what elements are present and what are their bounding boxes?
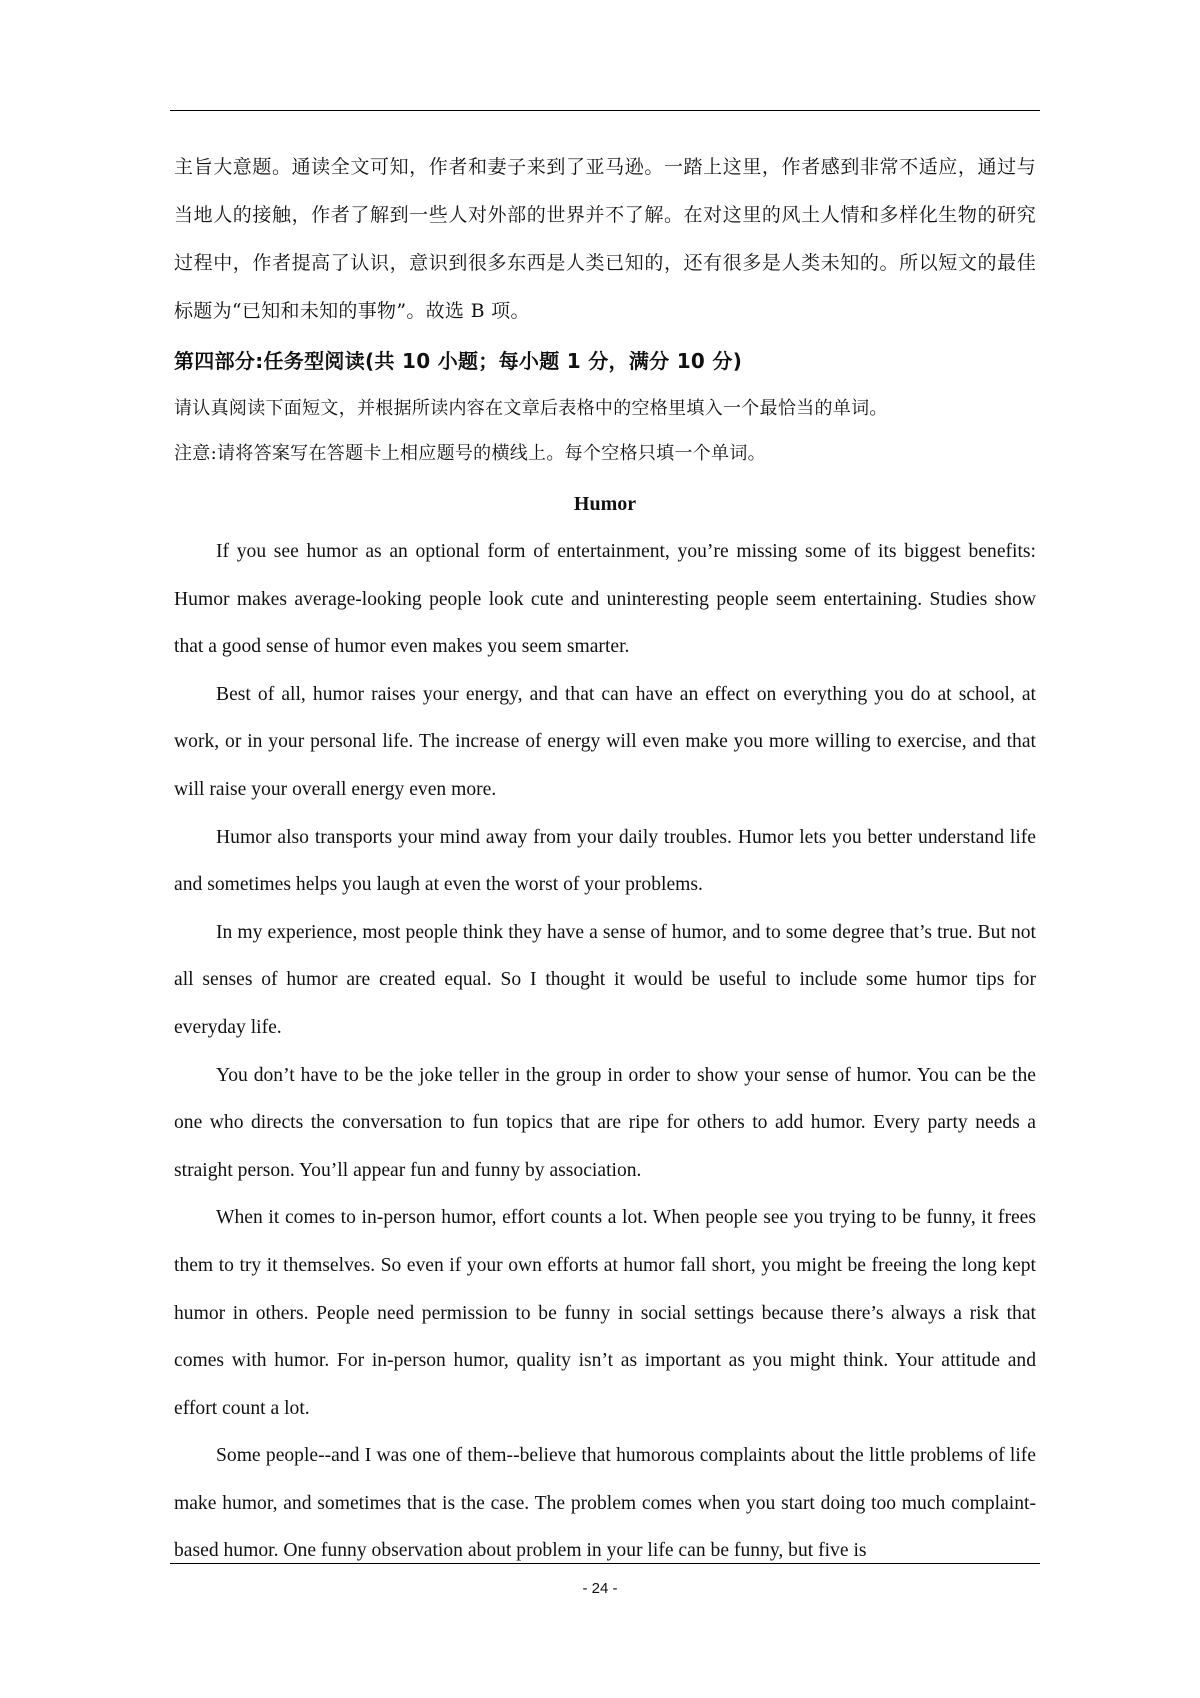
article-title: Humor xyxy=(573,493,637,515)
article-paragraph: When it comes to in-person humor, effort counts a lot. When people see you trying to be funny, it frees them to try it themselves. So even if your own efforts at humor fall short, you might be freeing the long kept humor in others. People need permission to be funny in social settings because there’s always a risk that comes with humor. For in-person humor, quality isn’t as important as you might think. Your attitude and effort count a lot. xyxy=(174,1207,1036,1419)
section-instruction: 请认真阅读下面短文，并根据所读内容在文章后表格中的空格里填入一个最恰当的单词。 xyxy=(174,398,888,419)
page-number: - 24 - xyxy=(582,1580,618,1597)
header-rule xyxy=(170,110,1040,111)
footer-rule xyxy=(170,1563,1040,1564)
article-paragraph: In my experience, most people think they have a sense of humor, and to some degree that’s true. But not all senses of humor are created equal. So I thought it would be useful to include some humor tips for everyday life. xyxy=(174,921,1036,1038)
article-paragraph: Humor also transports your mind away from your daily troubles. Humor lets you better understand life and sometimes helps you laugh at even the worst of your problems. xyxy=(174,826,1036,896)
article-body xyxy=(174,528,1036,1575)
section-heading: 第四部分:任务型阅读(共 10 小题；每小题 1 分，满分 10 分) xyxy=(174,349,743,373)
section-note: 注意:请将答案写在答题卡上相应题号的横线上。每个空格只填一个单词。 xyxy=(174,443,766,464)
article-paragraph: Some people--and I was one of them--believe that humorous complaints about the little problems of life make humor, and sometimes that is the case. The problem comes when you start doing too much complaint-based humor. One funny observation about problem in your life can be funny, but five is xyxy=(174,1445,1036,1562)
article-paragraph: You don’t have to be the joke teller in the group in order to show your sense of humor. You can be the one who directs the conversation to fun topics that are ripe for others to add humor. Every party needs a straight person. You’ll appear fun and funny by association. xyxy=(174,1064,1036,1181)
answer-explanation: 主旨大意题。通读全文可知，作者和妻子来到了亚马逊。一踏上这里，作者感到非常不适应，通过与当地人的接触，作者了解到一些人对外部的世界并不了解。在对这里的风土人情和多样化生物的研究过程中，作者提高了认识，意识到很多东西是人类已知的，还有很多是人类未知的。所以短文的最佳标题为“已知和未知的事物”。故选 B 项。 xyxy=(174,156,1036,322)
article-paragraph: If you see humor as an optional form of entertainment, you’re missing some of its biggest benefits: Humor makes average-looking people look cute and uninteresting people seem entertaining. Studies show that a good sense of humor even makes you seem smarter. xyxy=(174,541,1036,658)
article-paragraph: Best of all, humor raises your energy, and that can have an effect on everything you do at school, at work, or in your personal life. The increase of energy will even make you more willing to exercise, and that will raise your overall energy even more. xyxy=(174,683,1036,800)
